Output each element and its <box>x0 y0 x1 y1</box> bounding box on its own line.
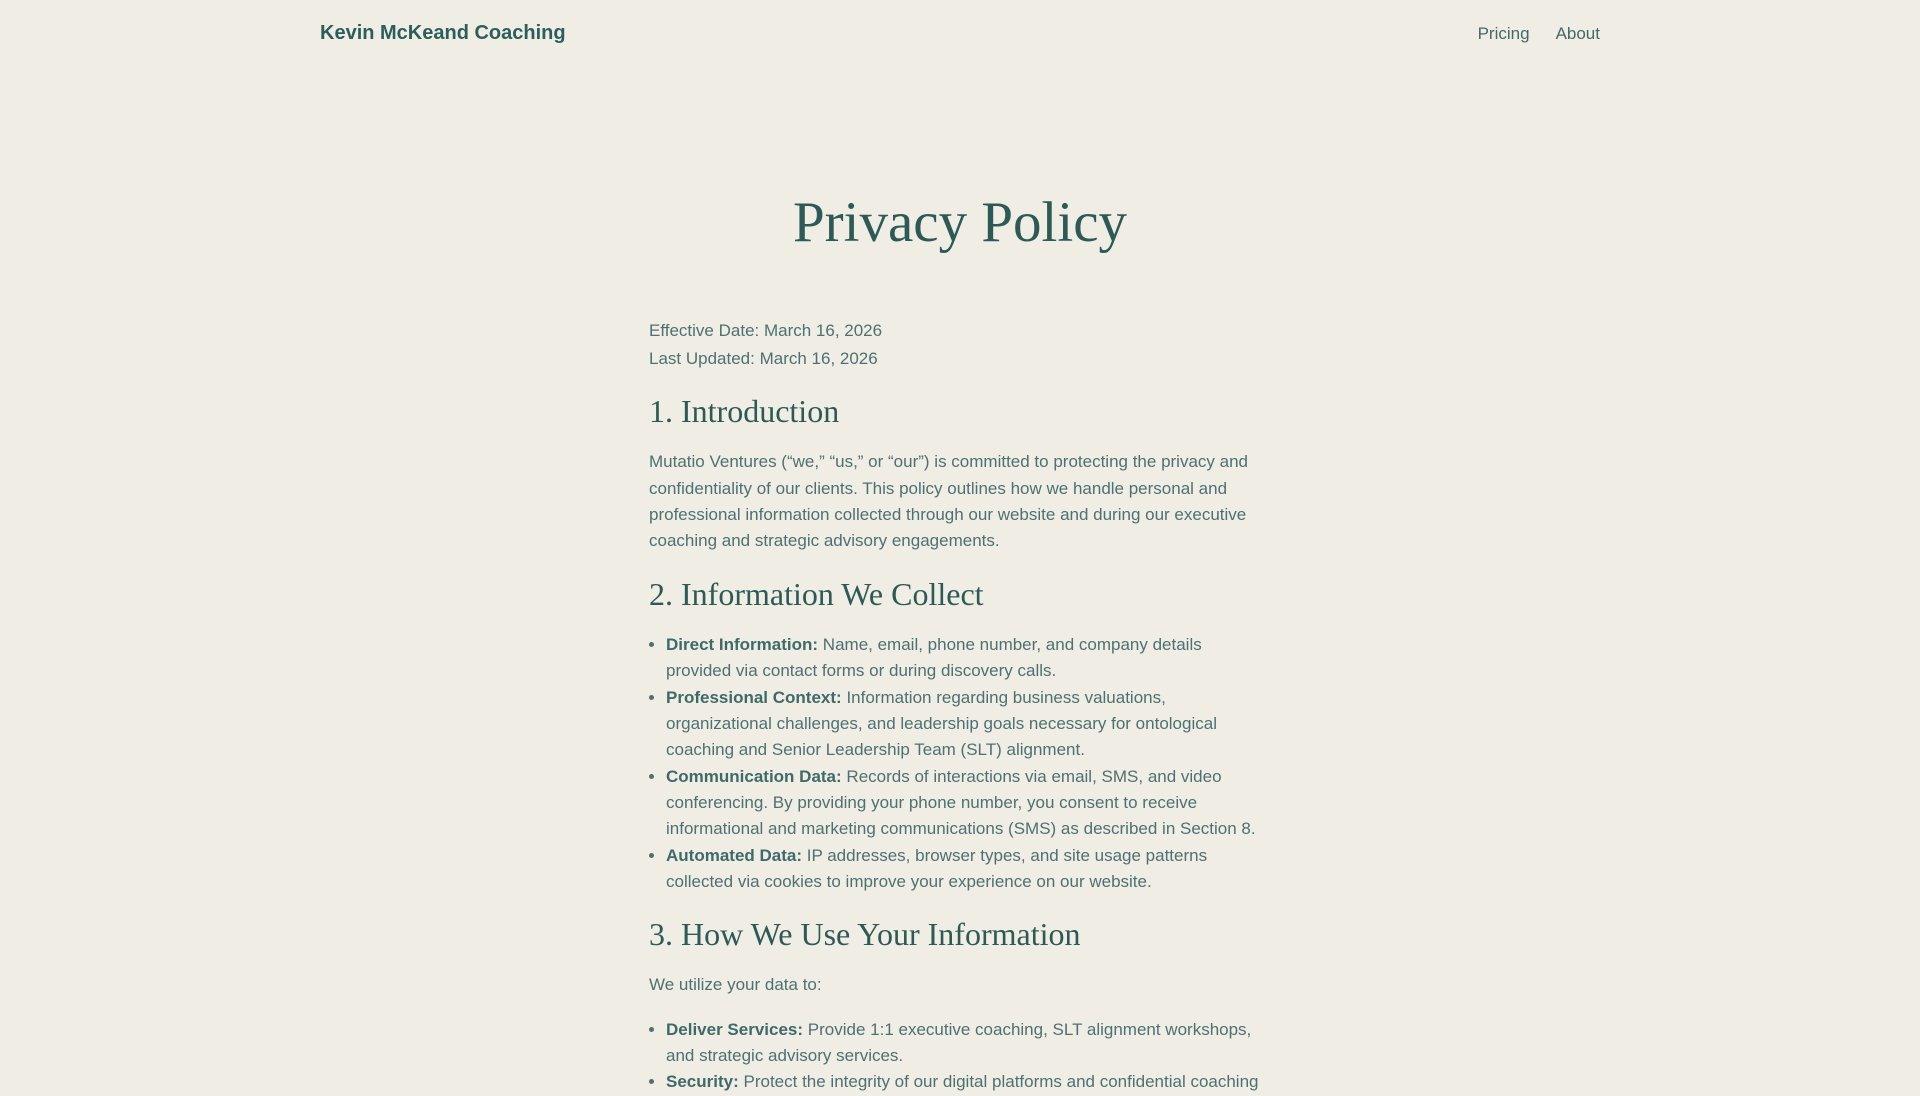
list-text: Information regarding business valuations, organizational challenges, and leadership goals necessary for ontological coaching and Senior Leadership Team (SLT) alignment. <box>666 687 1217 760</box>
list-term: Direct Information: <box>666 634 819 654</box>
main-nav <box>1478 24 1600 44</box>
policy-meta <box>649 317 1271 372</box>
privacy-policy-article <box>649 189 1271 1096</box>
list-text: Records of interactions via email, SMS, and video conferencing. By providing your phone number, you consent to receive informational and marketing communications (SMS) as described in Section 8. <box>666 766 1256 839</box>
list-text: IP addresses, browser types, and site usage patterns collected via cookies to improve your experience on our website. <box>666 845 1208 891</box>
list-item <box>666 764 1271 843</box>
section-paragraph: Mutatio Ventures (“we,” “us,” or “our”) is committed to protecting the privacy and confidentiality of our clients. This policy outlines how we handle personal and professional information collected through our website and during our executive coaching and strategic advisory engagements. <box>649 452 1249 551</box>
section-introduction <box>649 391 1271 554</box>
list-item <box>666 632 1271 685</box>
last-updated: Last Updated: March 16, 2026 <box>649 348 878 368</box>
list-item <box>666 685 1271 764</box>
section-heading: 2. Information We Collect <box>649 575 984 612</box>
info-collect-list <box>649 632 1271 895</box>
list-text: Name, email, phone number, and company details provided via contact forms or during discovery calls. <box>666 634 1202 681</box>
effective-date: Effective Date: March 16, 2026 <box>649 321 883 341</box>
list-item <box>666 1069 1271 1095</box>
page-title: Privacy Policy <box>792 191 1128 254</box>
list-term: Automated Data: <box>666 845 803 865</box>
list-text: Provide 1:1 executive coaching, SLT alignment workshops, and strategic advisory services. <box>666 1019 1252 1065</box>
list-term: Deliver Services: <box>666 1019 804 1039</box>
list-text: Protect the integrity of our digital platforms and confidential coaching <box>743 1072 1259 1092</box>
nav-link-about[interactable]: About <box>1555 23 1600 43</box>
section-information-we-collect <box>649 574 1271 895</box>
section-how-we-use <box>649 914 1271 1095</box>
list-term: Communication Data: <box>666 766 842 786</box>
nav-link-pricing[interactable]: Pricing <box>1477 23 1530 43</box>
list-item <box>666 1017 1271 1070</box>
section-heading: 3. How We Use Your Information <box>649 916 1081 953</box>
list-item <box>666 843 1271 896</box>
site-header <box>320 0 1600 45</box>
section-heading: 1. Introduction <box>649 393 840 430</box>
section-intro-text: We utilize your data to: <box>649 975 822 995</box>
list-term: Security: <box>666 1072 739 1092</box>
list-term: Professional Context: <box>666 687 842 707</box>
site-logo[interactable]: Kevin McKeand Coaching <box>320 22 566 44</box>
data-use-list <box>649 1017 1271 1096</box>
